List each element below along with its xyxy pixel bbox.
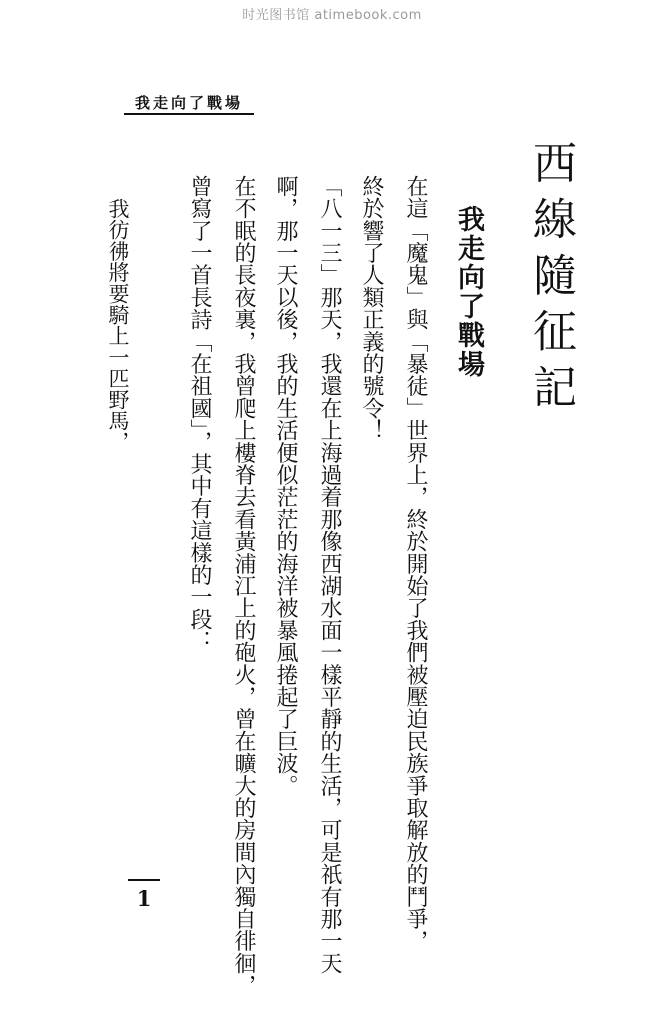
chapter-title: 我走向了戰場 <box>453 205 484 379</box>
page-number: 1 <box>136 886 152 911</box>
body-line-4: 啊，那一天以後，我的生活便似茫茫的海洋被暴風捲起了巨波。 <box>273 175 298 797</box>
page-number-rule <box>128 879 160 881</box>
body-line-5: 在不眠的長夜裏，我曾爬上樓脊去看黃浦江上的砲火，曾在曠大的房間內獨自徘徊， <box>231 175 256 997</box>
body-line-3: 「八一三」那天，我還在上海過着那像西湖水面一樣平靜的生活，可是祇有那一天 <box>317 175 342 975</box>
body-line-1: 在這「魔鬼」與「暴徒」世界上，終於開始了我們被壓迫民族爭取解放的鬥爭， <box>403 175 428 952</box>
body-line-6: 曾寫了一首長詩「在祖國」，其中有這樣的一段： <box>187 175 212 653</box>
verse-line-1: 我彷彿將要騎上一匹野馬， <box>106 198 130 453</box>
book-title: 西線隨征記 <box>525 140 576 420</box>
running-head-rule <box>124 113 254 115</box>
watermark: 时光图书馆 atimebook.com <box>242 8 422 23</box>
running-head: 我走向了戰場 <box>134 94 243 112</box>
body-line-2: 終於響了人類正義的號令！ <box>359 175 384 442</box>
